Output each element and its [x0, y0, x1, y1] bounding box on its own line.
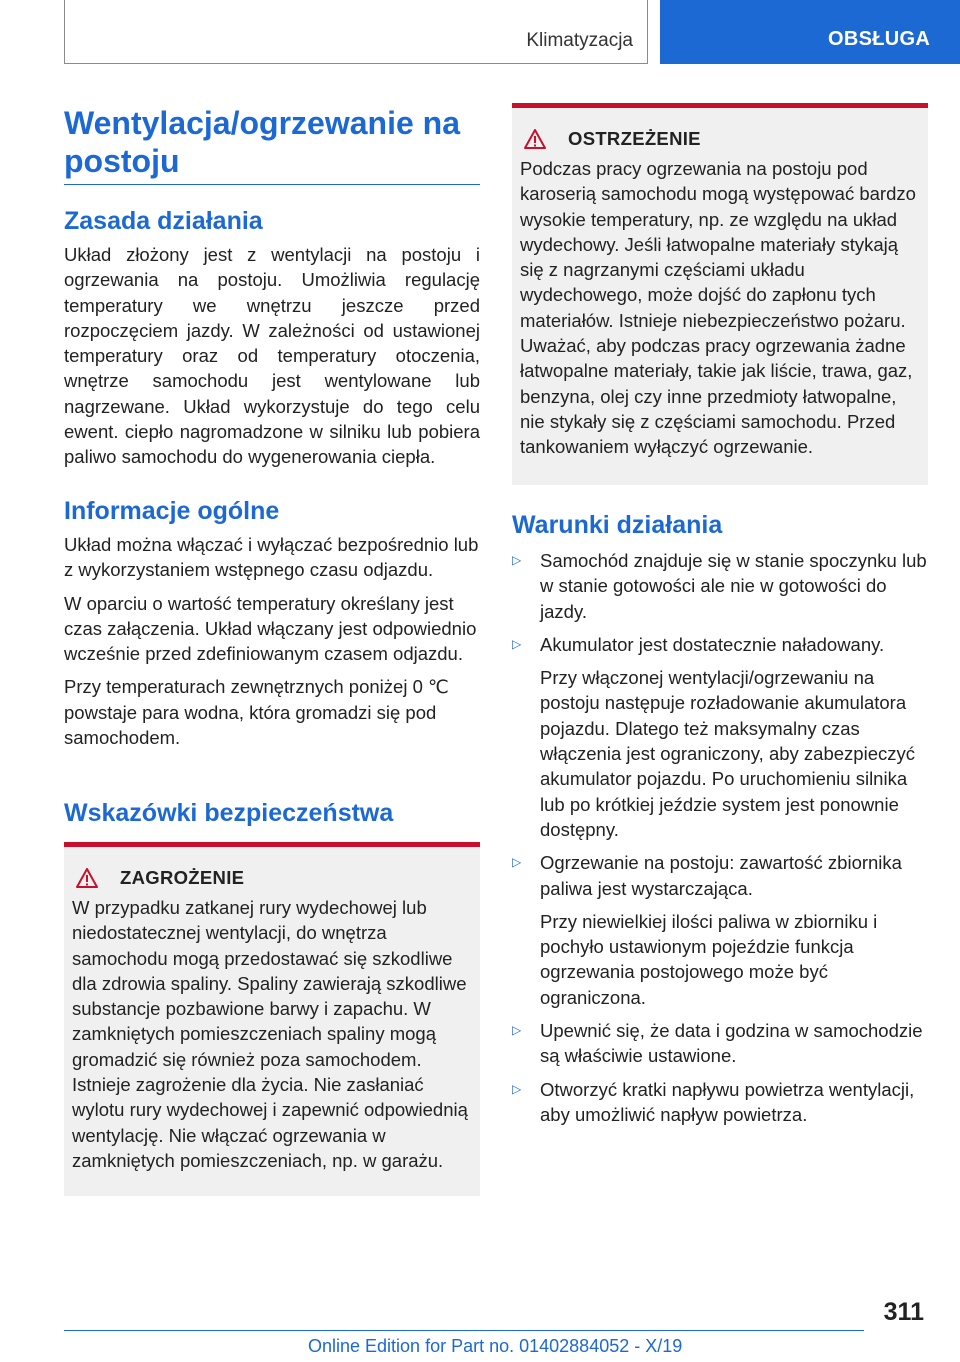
list-item — [512, 632, 928, 842]
danger-text: W przypadku zatkanej rury wydechowej lub niedostatecznej wentylacji, do wnętrza samochodu mogą przedostawać się szkodliwe dla zdrowia spaliny. Spaliny zawierają szkodliwe substancje pozbawione barwy i zapachu. W zamkniętych pomieszczeniach spaliny mogą gromadzić się również poza samochodem. Istnieje zagrożenie dla życia. Nie zasłaniać wylotu rury wydechowej i zapewnić odpowiednią wentylację. Nie włączać ogrzewania w zamkniętych pomieszczeniach, np. w garażu. — [72, 897, 468, 1171]
list-item — [512, 1077, 928, 1128]
list-item-text: Samochód znajduje się w stanie spoczynku lub w stanie gotowości ale nie w gotowości do jazdy. — [540, 550, 927, 622]
section-title: Klimatyzacja — [526, 30, 633, 51]
list-item — [512, 1018, 928, 1069]
warning-triangle-icon — [524, 129, 546, 149]
danger-header — [72, 867, 472, 889]
bullet-triangle-icon: ▷ — [512, 855, 522, 870]
header-section-box — [64, 0, 648, 64]
informacje-p1: Układ można włączać i wyłączać bezpośrednio lub z wykorzystaniem wstępnego czasu odjazdu. — [64, 534, 479, 581]
list-item-text: Upewnić się, że data i godzina w samochodzie są właściwie ustawione. — [540, 1020, 923, 1067]
bullet-triangle-icon: ▷ — [512, 1023, 522, 1038]
bullet-triangle-icon: ▷ — [512, 636, 522, 651]
zasada-text: Układ złożony jest z wentylacji na postoju i ogrzewania na postoju. Umożliwia regulację temperatury we wnętrzu jeszcze przed rozpoczęciem jazdy. W zależności od ustawionej temperatury oraz od temperatury otoczenia, wnętrze samochodu jest wentylowane lub nagrzewane. Układ wykorzystuje do tego celu ewent. ciepło nagromadzone w silniku lub pobiera paliwo samochodu do wygenerowania ciepła. — [64, 244, 480, 468]
heading-warunki: Warunki działania — [512, 511, 723, 539]
danger-box — [64, 842, 480, 1196]
warning-header — [520, 128, 920, 150]
warning-box — [512, 103, 928, 485]
chapter-tab: OBSŁUGA — [660, 0, 960, 64]
section-wskazowki — [64, 798, 480, 1196]
page-title: Wentylacja/ogrzewanie na postoju — [64, 104, 480, 185]
heading-wskazowki: Wskazówki bezpieczeństwa — [64, 799, 394, 827]
warning-triangle-icon — [76, 868, 98, 888]
warning-text: Podczas pracy ogrzewania na postoju pod karoserią samochodu mogą występować bardzo wysokie temperatury, np. ze względu na układ wydechowy. Jeśli łatwopalne materiały stykają się z nagrzanymi częściami układu wydechowego, może dojść do zapłonu tych materiałów. Istnieje niebezpieczeństwo pożaru. Uważać, aby podczas pracy ogrzewania żadne łatwopalne materiały, takie jak liście, trawa, gaz, benzyna, olej czy inne przedmioty łatwopalne, nie stykały się z częściami samochodu. Przed tankowaniem wyłączyć ogrzewanie. — [520, 158, 916, 458]
footer-divider — [64, 1330, 864, 1331]
list-item-note: Przy włączonej wentylacji/ogrzewaniu na postoju następuje rozładowanie akumulatora pojazdu. Dlatego też maksymalny czas włączenia jest ograniczony, aby zabezpieczyć akumulator pojazdu. Po uruchomieniu silnika lub po krótkiej jeździe system jest ponownie dostępny. — [540, 667, 915, 840]
list-item-note: Przy niewielkiej ilości paliwa w zbiorniku i pochyło ustawionym pojeździe funkcja ogrzewania postojowego może być ograniczona. — [540, 910, 878, 1008]
list-item — [512, 548, 928, 624]
list-item-text: Otworzyć kratki napływu powietrza wentylacji, aby umożliwić napływ powietrza. — [540, 1078, 915, 1125]
bullet-triangle-icon: ▷ — [512, 1081, 522, 1096]
list-item-text: Ogrzewanie na postoju: zawartość zbiornika paliwa jest wystarczająca. — [540, 852, 902, 899]
danger-title: ZAGROŻENIE — [120, 867, 245, 888]
heading-informacje: Informacje ogólne — [64, 497, 280, 525]
warning-title: OSTRZEŻENIE — [568, 128, 701, 149]
heading-zasada: Zasada działania — [64, 207, 263, 235]
conditions-list — [512, 548, 928, 1127]
bullet-triangle-icon: ▷ — [512, 553, 522, 567]
informacje-p2: W oparciu o wartość temperatury określany jest czas załączenia. Układ włączany jest odpowiednio wcześnie przed zdefiniowanym czasem odjazdu. — [64, 592, 477, 665]
page-number: 311 — [883, 1298, 924, 1326]
section-zasada — [64, 206, 480, 470]
informacje-p3: Przy temperaturach zewnętrznych poniżej 0 ℃ powstaje para wodna, która gromadzi się pod samochodem. — [64, 676, 449, 749]
list-item — [512, 850, 928, 1010]
section-informacje — [64, 496, 480, 750]
edition-footer: Online Edition for Part no. 01402884052 - X/19 — [308, 1336, 683, 1356]
list-item-text: Akumulator jest dostatecznie naładowany. — [540, 633, 885, 655]
section-warunki — [512, 510, 928, 1135]
